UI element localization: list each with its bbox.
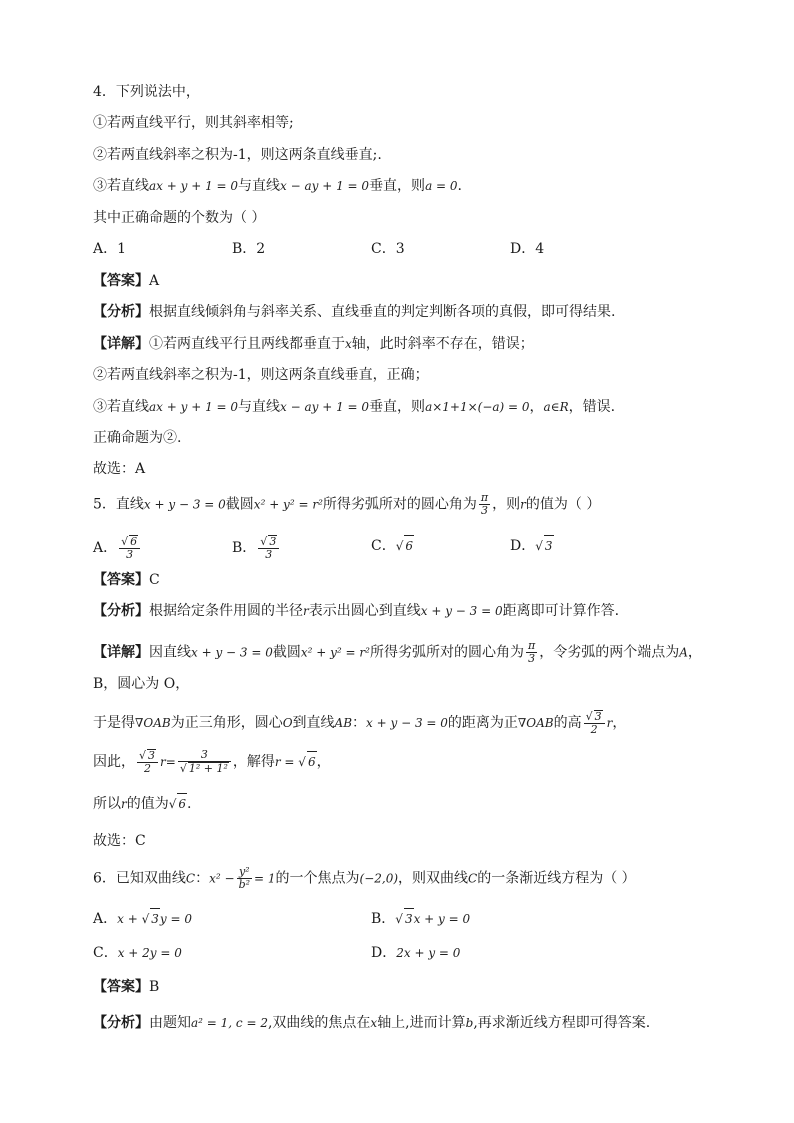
text: 轴上,进而计算 [377,1015,466,1031]
text: ③若直线 [93,399,149,415]
text: ， [612,715,627,731]
text: ,双曲线的焦点在 [267,1015,371,1031]
q4-correct: 正确命题为②. [93,430,182,446]
answer-tag: 【答案】 [93,273,149,289]
text: ， [529,399,544,415]
q4-statement-3 [93,176,462,196]
text: ,再求渐近线方程即可得答案. [473,1015,651,1031]
math: x − ay + 1 = 0 [280,400,370,414]
text: 的距离为正 [447,715,518,731]
fraction [237,866,252,891]
q5-detail-1 [93,640,702,665]
math: x + y − 3 = 0 [420,604,503,618]
math: O [282,716,293,730]
math: A [679,645,688,660]
text: 的值为 [126,796,169,812]
q5-choose: 故选：C [93,833,146,849]
math: r = [274,755,299,769]
q4-option-b: B．2 [232,241,266,257]
fraction [526,640,537,665]
analysis-tag: 【分析】 [93,1015,149,1031]
answer-value: B [149,979,160,995]
q4-choose: 故选：A [93,461,146,477]
math: a = 0 [425,179,458,193]
math: r [160,755,166,769]
q6-option-a [93,908,192,929]
math: C [185,871,196,886]
math: = [165,755,176,769]
text: ，错误. [568,399,616,415]
text: 表示出圆心到直线 [308,603,421,619]
radicand: 3 [150,908,160,929]
text: 的高 [553,715,582,731]
math: x² − [209,871,235,886]
numerator: √ 3 [137,749,158,763]
sqrt: √ 6 [298,755,316,769]
text: 距离即可计算作答. [502,603,620,619]
text: ， [687,644,702,661]
math: AB [334,716,353,730]
q6-option-c [93,943,182,963]
q4-detail-3 [93,397,615,417]
option-label: B． [232,540,257,556]
math: ∇OAB [135,716,171,730]
q4-analysis [93,302,615,322]
denominator: 2 [144,762,151,775]
q4-option-a: A．1 [93,241,127,257]
q4-statement-2: ②若两直线斜率之积为-1，则这两条直线垂直;. [93,147,382,163]
text: 5．直线 [93,496,144,513]
q6-answer [93,977,159,997]
math: a×1+1×(−a) = 0 [425,400,530,414]
q5-option-a [93,535,142,561]
math: b [465,1016,474,1030]
text: 截圆 [272,644,301,661]
text: 所得劣弧所对的圆心角为 [369,644,524,661]
fraction [258,535,279,561]
text: ： [352,715,367,731]
math: x [345,337,352,351]
text: 所以 [93,796,121,812]
denominator: 3 [528,652,536,665]
math: C [468,871,478,886]
text: ， [316,754,331,770]
math: x + y − 3 = 0 [366,716,448,730]
text: 的值为（ ） [525,496,601,513]
q5-detail-2: B，圆心为 O， [93,676,190,692]
q5-analysis [93,601,619,621]
option-label: C． [93,945,118,961]
math: r [606,716,613,730]
q5-option-d [510,535,554,556]
text: ，令劣弧的两个端点为 [539,644,680,661]
text: 到直线 [292,715,335,731]
math: x + y − 3 = 0 [143,497,226,512]
sqrt: √ 6 [396,539,414,553]
option-label: D． [510,538,536,554]
fraction [137,749,158,775]
text: 因此， [93,754,135,770]
text: ，则双曲线 [398,870,469,887]
text: 与直线 [238,399,281,415]
analysis-tag: 【分析】 [93,603,149,619]
math: x − ay + 1 = 0 [280,179,370,193]
q5-detail-5 [93,793,192,814]
math: 2x + y = 0 [396,946,461,960]
radicand: 3 [148,749,156,762]
denominator: 3 [265,548,273,561]
denominator: √ 1² + 1² [179,762,228,775]
q4-detail-1 [93,334,534,354]
answer-tag: 【答案】 [93,979,149,995]
text: 的一个焦点为 [275,870,360,887]
fraction [178,749,231,775]
q6-option-b [371,908,470,929]
math: x² + y² = r² [253,497,323,512]
option-label: C． [371,538,396,554]
text: 6．已知双曲线 [93,870,186,887]
text: 由题知 [149,1015,191,1031]
radicand: 6 [130,535,138,548]
text: 根据给定条件用圆的半径 [149,603,303,619]
text: 与直线 [238,178,281,194]
q5-option-c [371,535,414,556]
radicand: 3 [269,535,277,548]
math: a² = 1, c = 2 [191,1016,268,1030]
math: (−2,0) [359,871,399,886]
q5-stem [93,492,600,517]
math: ax + y + 1 = 0 [149,179,239,193]
math: r [121,797,127,811]
text: 轴，此时斜率不存在，错误； [351,336,534,352]
numerator: π [527,639,536,652]
radicand: 6 [404,535,414,556]
sqrt: √ 3 [142,912,160,926]
math: x [370,1016,378,1030]
numerator: √ 6 [119,535,140,549]
math: a∈R [543,400,569,414]
math: y = 0 [159,912,192,926]
text: ①若两直线平行且两线都垂直于 [149,336,345,352]
q4-ask: 其中正确命题的个数为（ ） [93,210,266,226]
detail-tag: 【详解】 [93,336,149,352]
math: r [303,604,309,618]
q5-answer [93,570,160,590]
detail-tag: 【详解】 [93,644,149,661]
sqrt: √ 3 [395,912,413,926]
option-label: A． [93,911,118,927]
radicand: 3 [544,535,554,556]
numerator: 3 [178,749,231,762]
numerator: √ 3 [258,535,279,549]
q4-statement-1: ①若两直线平行，则其斜率相等; [93,115,294,131]
q4-option-c: C．3 [371,241,405,257]
text: 垂直，则 [369,178,426,194]
option-label: D． [371,945,397,961]
denominator: 3 [126,548,134,561]
text: 于是得 [93,715,135,731]
denominator: 2 [590,723,598,736]
sqrt: √ 6 [169,797,187,811]
numerator: π [480,491,489,504]
q4-detail-2: ②若两直线斜率之积为-1，则这两条直线垂直，正确； [93,367,429,383]
answer-value: A [149,273,160,289]
text: ，解得 [232,754,275,770]
radicand: 6 [307,751,317,772]
q4-answer [93,271,159,291]
denominator: 3 [481,504,488,517]
denominator: b² [238,878,251,891]
fraction [119,535,140,561]
math: ∇OAB [517,716,554,730]
radicand: 6 [177,793,187,814]
math: x + y = 0 [413,912,471,926]
q6-analysis [93,1013,650,1033]
analysis-text: 根据直线倾斜角与斜率关系、直线垂直的判定判断各项的真假，即可得结果. [149,304,616,320]
q6-option-d [371,943,460,963]
q4-stem: 4．下列说法中， [93,84,200,100]
text: . [457,178,462,194]
text: ： [195,870,210,887]
radicand: 3 [594,710,602,723]
answer-tag: 【答案】 [93,572,149,588]
text: ，则 [492,496,521,513]
q4-option-d: D．4 [510,241,545,257]
numerator: √ 3 [584,710,605,724]
numerator: y² [237,866,252,879]
fraction [584,710,605,736]
text: 因直线 [149,644,191,661]
math: x + 2y = 0 [117,946,182,960]
analysis-tag: 【分析】 [93,304,149,320]
text: 的一条渐近线方程为（ ） [477,870,636,887]
math: = 1 [254,871,276,886]
math: x² + y² = r² [300,645,370,660]
text: 为正三角形，圆心 [170,715,283,731]
math: x + y − 3 = 0 [191,645,273,660]
text: 所得劣弧所对的圆心角为 [322,496,477,513]
answer-value: C [149,572,160,588]
q5-option-b [232,535,281,561]
q6-stem [93,866,636,891]
math: x + [117,912,142,926]
q5-detail-3 [93,710,626,736]
sqrt: √ 3 [535,539,553,553]
math: ax + y + 1 = 0 [149,400,239,414]
math: r [520,497,526,512]
text: . [187,796,192,812]
q5-detail-4 [93,749,331,775]
text: 垂直，则 [369,399,426,415]
text: 截圆 [225,496,254,513]
text: ③若直线 [93,178,149,194]
option-label: A． [93,540,118,556]
fraction [479,492,490,517]
radicand: 3 [404,908,414,929]
radicand: 1² + 1² [188,762,228,775]
option-label: B． [371,911,396,927]
